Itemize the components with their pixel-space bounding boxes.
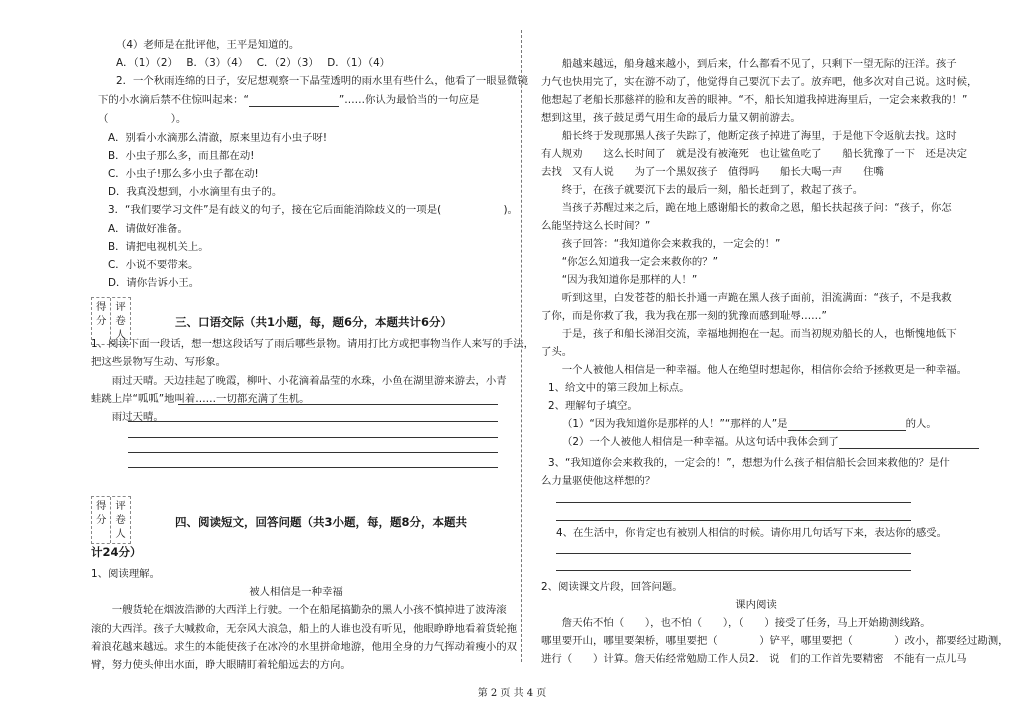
paragraph-line: 孩子回答：“我知道你会来救我的，一定会的！”: [541, 238, 781, 250]
question-line: 2、理解句子填空。: [548, 400, 638, 412]
question-line: 2．一个秋雨连绵的日子，安尼想观察一下晶莹透明的雨水里有些什么，他看了一眼显微镜: [116, 75, 528, 87]
page-footer: 第 2 页 共 4 页: [477, 688, 547, 699]
grader-label: 评卷人: [115, 500, 126, 540]
score-box: [91, 496, 131, 544]
paragraph-line: 力气也快用完了，实在游不动了，他觉得自己要沉下去了。放弃吧，他多次对自己说。这时候，: [541, 76, 978, 88]
choice-line: A．别看小水滴那么清澈，原来里边有小虫子呀!: [108, 132, 328, 144]
question-text: （2）一个人被他人相信是一种幸福。从这句话中我体会到了: [562, 436, 839, 448]
question-line: [562, 417, 937, 431]
answer-blank[interactable]: [249, 106, 339, 107]
question-line: 1、给文中的第三段加上标点。: [548, 382, 690, 394]
passage-title: 课内阅读: [735, 599, 777, 611]
score-label: 得分: [92, 497, 111, 543]
question-line: 1、阅读下面一段话，想一想这段话写了雨后哪些景物。请用打比方或把事物当作人来写的手法，: [91, 338, 535, 350]
grader-label: 评卷人: [115, 301, 126, 341]
question-line: （ ）。: [98, 113, 187, 125]
paragraph-line: 雨过天晴。天边挂起了晚霞，柳叶、小花滴着晶莹的水珠，小鱼在湖里游来游去，小青: [91, 375, 507, 387]
answer-line[interactable]: [556, 570, 911, 571]
column-divider: [521, 30, 522, 662]
question-line: 3、“我知道你会来救我的，一定会的！”，想想为什么孩子相信船长会回来救他的？是什: [548, 457, 950, 469]
answer-line[interactable]: [556, 520, 911, 521]
passage-title: 被人相信是一种幸福: [249, 586, 343, 598]
answer-line[interactable]: [556, 553, 911, 554]
section-title: 三、口语交际（共1小题，每，题6分，本题共计6分）: [175, 315, 453, 329]
question-line: 么力量驱使他这样想的？: [541, 475, 656, 487]
paragraph-line: 滚的大西洋。孩子大喊救命，无奈风大浪急，船上的人谁也没有听见，他眼睁睁地看着货轮拖: [91, 623, 518, 635]
paragraph-line: 了你，而是你救了我，我为我在那一刻的犹豫而感到耻辱……”: [541, 310, 827, 322]
choice-line: B．小虫子那么多，而且都在动!: [108, 150, 255, 162]
question-line: 把这些景物写生动、写形象。: [91, 356, 227, 368]
question-line: [562, 435, 979, 449]
choice-line: C．小说不要带来。: [108, 259, 199, 271]
paragraph-line: “你怎么知道我一定会来救你的？”: [541, 256, 719, 268]
question-line: 1、阅读理解。: [91, 568, 160, 580]
paragraph-line: 当孩子苏醒过来之后，跪在地上感谢船长的救命之恩，船长扶起孩子问：“孩子，你怎: [541, 202, 952, 214]
paragraph-line: 雨过天晴。: [91, 411, 164, 423]
paragraph-line: 了头。: [541, 346, 573, 358]
answer-line[interactable]: [128, 452, 498, 453]
choice-line: C．小虫子!那么多小虫子都在动!: [108, 168, 259, 180]
choice-line: A．（1）（2） B．（3）（4） C．（2）（3） D．（1）（4）: [116, 57, 391, 69]
section-title: 四、阅读短文，回答问题（共3小题，每，题8分，本题共: [175, 515, 468, 529]
paragraph-line: 臂，努力使头伸出水面，睁大眼睛盯着轮船远去的方向。: [91, 659, 351, 671]
question-text: ”……你认为最恰当的一句应是: [338, 94, 480, 106]
paragraph-line: 于是，孩子和船长涕泪交流，幸福地拥抱在一起。而当初规劝船长的人，也惭愧地低下: [541, 328, 957, 340]
choice-line: B．请把电视机关上。: [108, 241, 209, 253]
question-line: 2、阅读课文片段，回答问题。: [541, 581, 683, 593]
question-text: （1）“因为我知道你是那样的人！”“那样的人”是: [562, 418, 788, 430]
answer-blank[interactable]: [788, 430, 906, 431]
paragraph-line: 听到这里，白发苍苍的船长扑通一声跪在黑人孩子面前，泪流满面：“孩子，不是我救: [541, 292, 952, 304]
question-line: [98, 93, 479, 107]
answer-line[interactable]: [556, 502, 911, 503]
paragraph-line: 着浪花越来越远。求生的本能使孩子在冰冷的水里拼命地游，他用全身的力气挥动着瘦小的双: [91, 641, 518, 653]
paragraph-line: 蛙跳上岸“呱呱”地叫着……一切都充满了生机。: [91, 393, 310, 405]
choice-line: D．请你告诉小王。: [108, 277, 200, 289]
paragraph-line: 哪里要开山，哪里要架桥，哪里要把（ ）铲平，哪里要把（ ）改小，都要经过勘测，: [541, 635, 1009, 647]
score-label: 得分: [92, 298, 111, 344]
paragraph-line: 么能坚持这么长时间？”: [541, 220, 651, 232]
paragraph-line: 进行（ ）计算。詹天佑经常勉励工作人员2. 说 们的工作首先要精密 不能有一点儿马: [541, 653, 967, 665]
paragraph-line: 一艘货轮在烟波浩渺的大西洋上行驶。一个在船尾搞勤杂的黑人小孩不慎掉进了波涛滚: [91, 604, 507, 616]
question-text: 下的小水滴后禁不住惊叫起来：“: [98, 94, 249, 106]
paragraph-line: 船长终于发现那黑人孩子失踪了，他断定孩子掉进了海里，于是他下令返航去找。这时: [541, 130, 957, 142]
paragraph-line: 有人规劝 这么长时间了 就是没有被淹死 也让鲨鱼吃了 船长犹豫了一下 还是决定: [541, 148, 968, 160]
question-line: （4）老师是在批评他，王平是知道的。: [116, 39, 300, 51]
paragraph-line: 一个人被他人相信是一种幸福。他人在绝望时想起你，相信你会给予拯救更是一种幸福。: [541, 364, 968, 376]
question-text: 的人。: [905, 418, 937, 430]
answer-blank[interactable]: [839, 448, 979, 449]
answer-line[interactable]: [128, 467, 498, 468]
choice-line: A．请做好准备。: [108, 223, 188, 235]
answer-line[interactable]: [178, 404, 498, 405]
paragraph-line: “因为我知道你是那样的人！”: [541, 274, 698, 286]
paragraph-line: 想到这里，孩子鼓足勇气用生命的最后力量又朝前游去。: [541, 112, 801, 124]
answer-line[interactable]: [128, 437, 498, 438]
question-line: 3．“我们要学习文件”是有歧义的句子，接在它后面能消除歧义的一项是( )。: [108, 204, 518, 216]
paragraph-line: 终于，在孩子就要沉下去的最后一刻，船长赶到了，救起了孩子。: [541, 184, 864, 196]
paragraph-line: 去找 又有人说 为了一个黑奴孩子 值得吗 船长大喝一声 住嘴: [541, 166, 884, 178]
answer-line[interactable]: [128, 421, 498, 422]
paragraph-line: 船越来越远，船身越来越小，到后来，什么都看不见了，只剩下一望无际的汪洋。孩子: [541, 58, 957, 70]
section-title-cont: 计24分）: [91, 545, 142, 559]
paragraph-line: 詹天佑不怕（ ），也不怕（ ），（ ）接受了任务，马上开始勘测线路。: [541, 617, 931, 629]
choice-line: D．我真没想到，小水滴里有虫子的。: [108, 186, 283, 198]
paragraph-line: 他想起了老船长那慈祥的脸和友善的眼神。“不，船长知道我掉进海里后，一定会来救我的！”: [541, 94, 968, 106]
question-line: 4、在生活中，你肯定也有被别人相信的时候。请你用几句话写下来，表达你的感受。: [556, 527, 948, 539]
